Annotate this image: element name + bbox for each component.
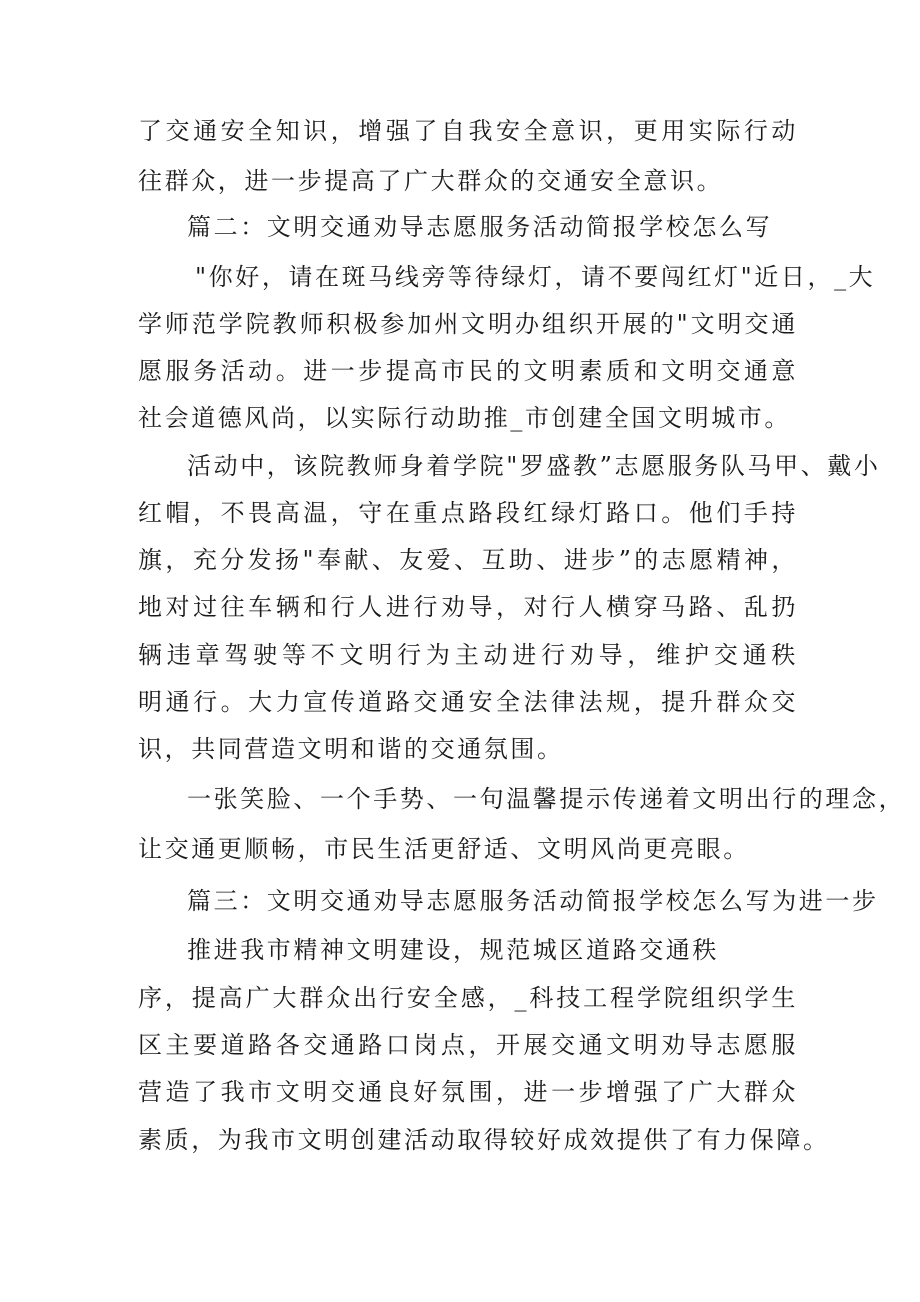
text-line: 社会道德风尚，以实际行动助推_市创建全国文明城市。 xyxy=(138,404,791,432)
text-line: 愿服务活动。进一步提高市民的文明素质和文明交通意 xyxy=(138,357,798,385)
text-line: 辆违章驾驶等不文明行为主动进行劝导，维护交通秩 xyxy=(138,641,798,669)
text-line: 明通行。大力宣传道路交通安全法律法规，提升群众交 xyxy=(138,688,798,716)
text-line: 了交通安全知识，增强了自我安全意识，更用实际行动 xyxy=(138,117,798,145)
text-line: 让交通更顺畅，市民生活更舒适、文明风尚更亮眼。 xyxy=(138,835,750,863)
text-line: 素质，为我市文明创建活动取得较好成效提供了有力保障。 xyxy=(138,1126,830,1154)
text-line: 活动中，该院教师身着学院"罗盛教”志愿服务队马甲、戴小 xyxy=(187,452,881,480)
text-line: 推进我市精神文明建设，规范城区道路交通秩 xyxy=(187,936,719,964)
text-line: 一张笑脸、一个手势、一句温馨提示传递着文明出行的理念， xyxy=(187,785,906,813)
text-line: 地对过往车辆和行人进行劝导，对行人横穿马路、乱扔 xyxy=(138,593,798,621)
text-line: 学师范学院教师积极参加州文明办组织开展的"文明交通 xyxy=(138,310,798,338)
text-line: 区主要道路各交通路口岗点，开展交通文明劝导志愿服 xyxy=(138,1031,798,1059)
text-line: 旗，充分发扬"奉献、友爱、互助、进步”的志愿精神， xyxy=(138,546,798,574)
text-line: 识，共同营造文明和谐的交通氛围。 xyxy=(138,735,564,763)
text-line: 红帽，不畏高温，守在重点路段红绿灯路口。他们手持 xyxy=(138,499,798,527)
text-line: "你好，请在斑马线旁等待绿灯，请不要闯红灯"近日，_大 xyxy=(195,263,876,291)
text-line: 营造了我市文明交通良好氛围，进一步增强了广大群众 xyxy=(138,1078,798,1106)
section-heading: 篇三：文明交通劝导志愿服务活动简报学校怎么写为进一步 xyxy=(187,887,879,915)
text-line: 往群众，进一步提高了广大群众的交通安全意识。 xyxy=(138,167,724,195)
section-heading: 篇二：文明交通劝导志愿服务活动简报学校怎么写 xyxy=(187,213,773,241)
text-line: 序，提高广大群众出行安全感，_科技工程学院组织学生 xyxy=(138,984,798,1012)
